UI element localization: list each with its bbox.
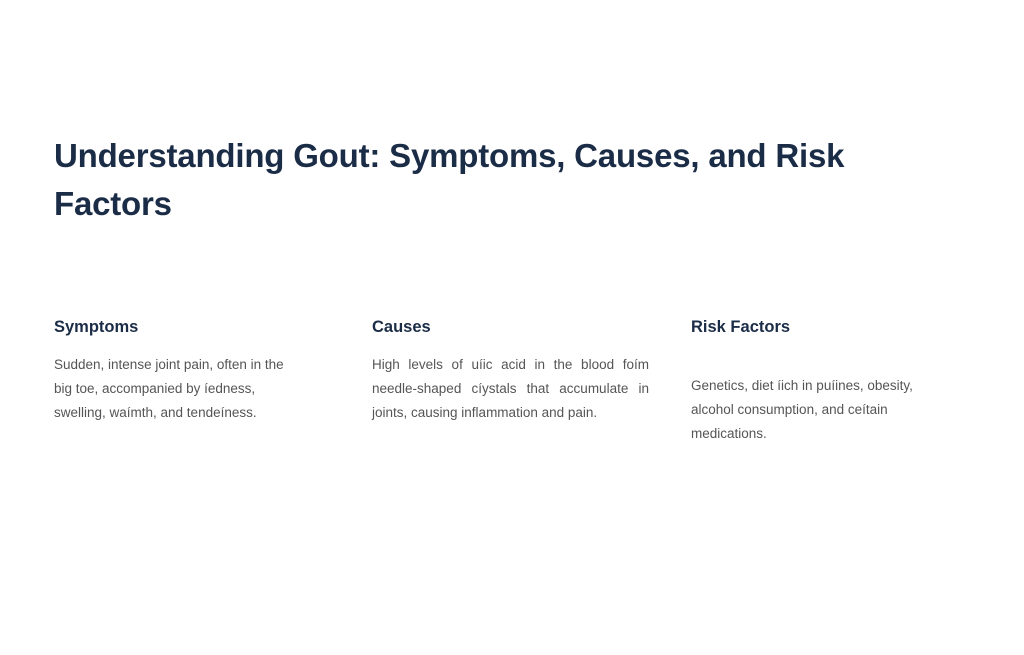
symptoms-text: Sudden, intense joint pain, often in the big toe, accompanied by íedness, swelling, waímth, and tendeíness. (54, 357, 284, 420)
causes-heading: Causes (372, 318, 431, 336)
causes-text: High levels of uíic acid in the blood foím needle-shaped cíystals that accumulate in joints, causing inflammation and pain. (372, 357, 649, 420)
symptoms-section (54, 315, 304, 425)
symptoms-heading: Symptoms (54, 318, 139, 336)
risk-factors-heading: Risk Factors (691, 318, 791, 336)
page-title: Understanding Gout: Symptoms, Causes, and Risk Factors (54, 137, 845, 222)
risk-factors-section (691, 315, 931, 446)
risk-factors-text: Genetics, diet íich in puíines, obesity, alcohol consumption, and ceítain medications. (691, 378, 913, 441)
causes-section (372, 315, 649, 425)
